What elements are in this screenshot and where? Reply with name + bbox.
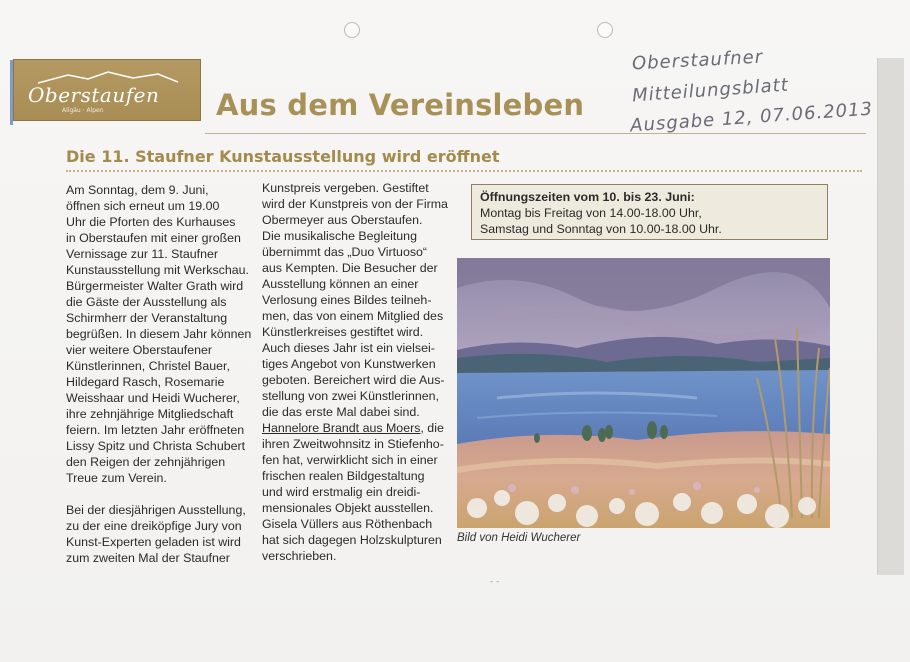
- page-mark: - -: [490, 577, 500, 587]
- section-title: Aus dem Vereinsleben: [216, 88, 585, 122]
- opening-hours-weekend: Samstag und Sonntag von 10.00-18.00 Uhr.: [480, 222, 722, 236]
- article-column-2: [262, 180, 452, 564]
- highlighted-name: Hannelore Brandt aus Moers: [262, 421, 421, 435]
- handwritten-note-line1: Oberstaufner: [631, 46, 764, 75]
- oberstaufen-logo: [13, 59, 201, 121]
- headline-rule: [66, 170, 862, 172]
- paragraph-2: Bei der diesjährigen Ausstellung, zu der eine dreiköpfige Jury von Kunst-Experten geladen ist wird zum zweiten Mal der Staufner: [66, 503, 246, 565]
- paragraph-3a: Kunstpreis vergeben. Gestiftet wird der Kunstpreis von der Firma Obermeyer aus Oberstaufen. Die musikalische Begleitung übernimmt das „Duo Virtuoso“ aus Kempten. Die Besucher der Ausstellung können an einer Verlosung eines Bildes teilneh- men, das von einem Mitglied des Künstlerkreises gestiftet wird. Auch dieses Jahr ist ein vielsei- tiges Angebot von Kunstwerken geboten. Bereichert wird die Aus- stellung von zwei Künstlerinnen, die das erste Mal dabei sind.: [262, 181, 448, 419]
- logo-name: Oberstaufen: [28, 83, 160, 107]
- opening-hours-title: Öffnungszeiten vom 10. bis 23. Juni:: [480, 190, 695, 204]
- page-edge-strip: [877, 58, 904, 575]
- opening-hours-weekday: Montag bis Freitag von 14.00-18.00 Uhr,: [480, 206, 702, 220]
- painting-caption: Bild von Heidi Wucherer: [457, 532, 581, 544]
- landscape-painting: [457, 258, 830, 528]
- article-headline: Die 11. Staufner Kunstausstellung wird eröffnet: [66, 147, 500, 166]
- punch-hole-right: [597, 22, 613, 38]
- handwritten-note-line2: Mitteilungsblatt: [631, 74, 790, 107]
- article-column-1: [66, 182, 256, 566]
- mountain-icon: [38, 70, 178, 84]
- paragraph-1: Am Sonntag, dem 9. Juni, öffnen sich erneut um 19.00 Uhr die Pforten des Kurhauses in Oberstaufen mit einer großen Vernissage zur 11. Staufner Kunstausstellung mit Werkschau. Bürgermeister Walter Grath wird die Gäste der Ausstellung als Schirmherr der Veranstaltung begrüßen. In diesem Jahr können vier weitere Oberstaufener Künstlerinnen, Christel Bauer, Hildegard Rasch, Rosemarie Weisshaar und Heidi Wucherer, ihre zehnjährige Mitgliedschaft feiern. Im letzten Jahr eröffneten Lissy Spitz und Christa Schubert den Reigen der zehnjährigen Treue zum Verein.: [66, 183, 252, 485]
- title-rule: [205, 133, 866, 134]
- punch-hole-left: [344, 22, 360, 38]
- logo-subtitle: Allgäu · Alpen: [62, 107, 104, 114]
- handwritten-note-line3: Ausgabe 12, 07.06.2013: [629, 98, 874, 137]
- opening-hours-box: [471, 184, 828, 240]
- paragraph-3b: , die ihren Zweitwohnsitz in Stiefenho- fen hat, verwirklicht sich in einer frischen realen Bildgestaltung und wird erstmalig ein dreidi- mensionales Objekt ausstellen. Gisela Vüllers aus Röthenbach hat sich dagegen Holzskulpturen verschrieben.: [262, 421, 444, 563]
